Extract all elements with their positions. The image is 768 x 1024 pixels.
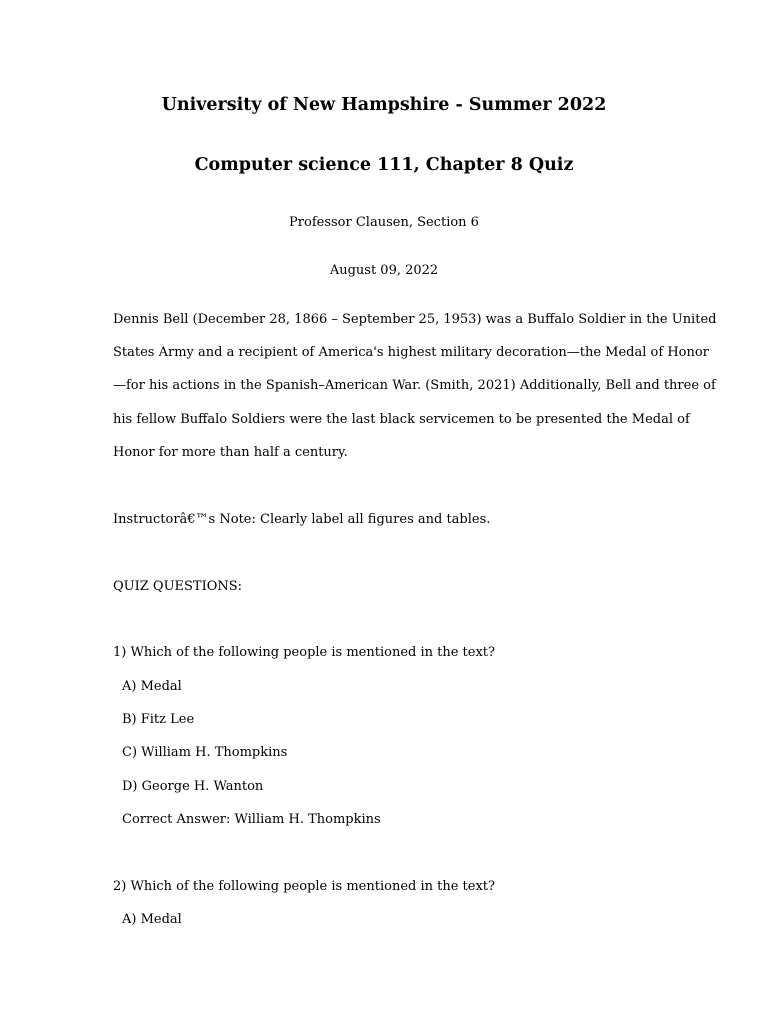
quiz-heading: QUIZ QUESTIONS: [113, 579, 243, 594]
professor-line: Professor Clausen, Section 6 [289, 215, 479, 230]
passage-line: States Army and a recipient of America's highest military decoration—the Medal of Honor [113, 345, 709, 360]
answer-option: A) Medal [122, 912, 182, 927]
answer-option: D) George H. Wanton [122, 779, 264, 794]
passage-line: —for his actions in the Spanish–American War. (Smith, 2021) Additionally, Bell and three of [113, 378, 716, 393]
passage-line: Dennis Bell (December 28, 1866 – September 25, 1953) was a Buffalo Soldier in the United [113, 312, 717, 327]
date-line: August 09, 2022 [329, 263, 439, 278]
course-title: Computer science 111, Chapter 8 Quiz [194, 155, 574, 175]
answer-option: B) Fitz Lee [122, 712, 195, 727]
correct-answer: Correct Answer: William H. Thompkins [122, 812, 381, 827]
question-prompt: 2) Which of the following people is mentioned in the text? [113, 879, 495, 894]
passage-line: Honor for more than half a century. [113, 445, 348, 460]
passage-line: his fellow Buffalo Soldiers were the last black servicemen to be presented the Medal of [113, 412, 690, 427]
instructor-note: Instructorâ€™s Note: Clearly label all figures and tables. [113, 512, 491, 527]
question-prompt: 1) Which of the following people is mentioned in the text? [113, 645, 495, 660]
answer-option: C) William H. Thompkins [122, 745, 288, 760]
answer-option: A) Medal [122, 679, 182, 694]
university-title: University of New Hampshire - Summer 2022 [161, 95, 607, 115]
